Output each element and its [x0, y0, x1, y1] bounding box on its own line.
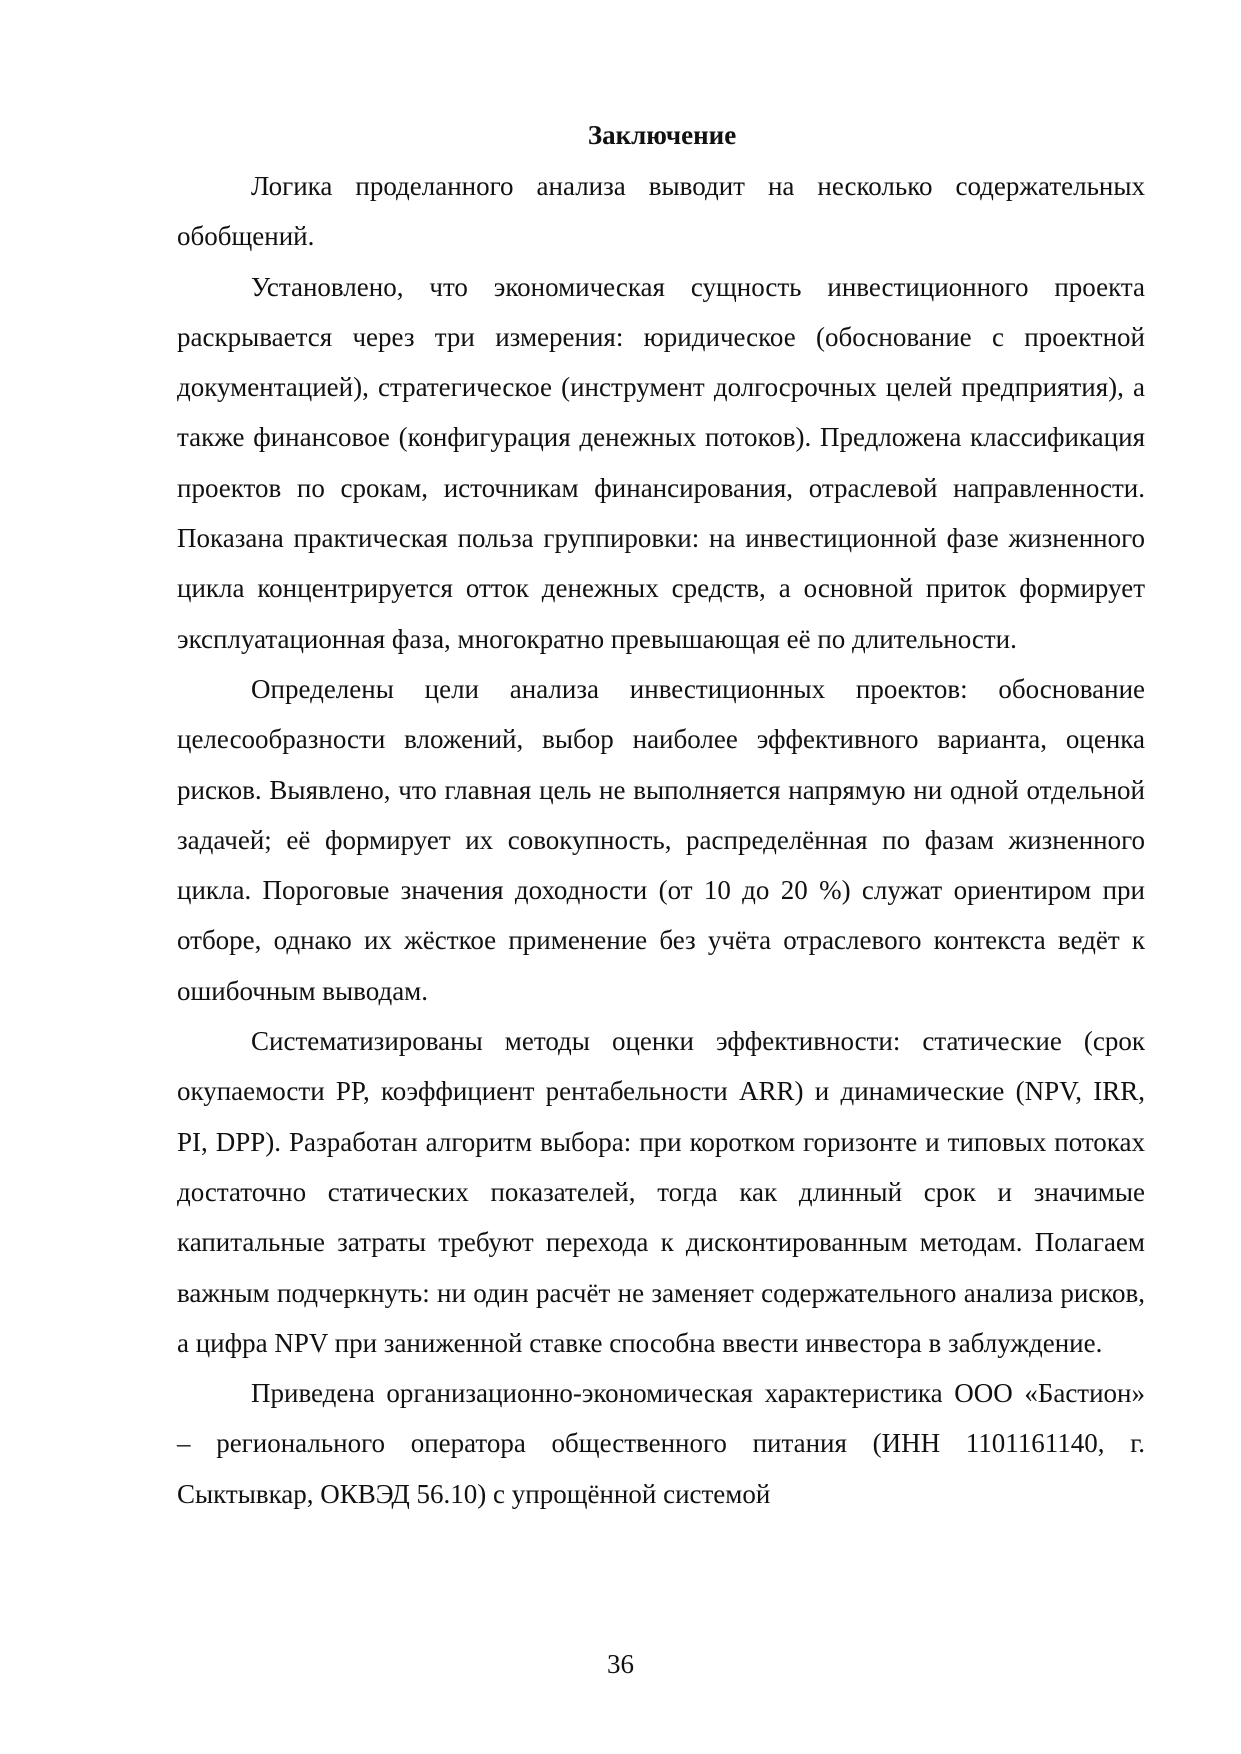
paragraph-4: Систематизированы методы оценки эффективности: статические (срок окупаемости PP, коэффициент рентабельности ARR) и динамические (NPV, IRR, PI, DPP). Разработан алгоритм выбора: при коротком горизонте и типовых потоках достаточно статических показателей, тогда как длинный срок и значимые капитальные затраты требуют перехода к дисконтированным методам. Полагаем важным подчеркнуть: ни один расчёт не заменяет содержательного анализа рисков, а цифра NPV при заниженной ставке способна ввести инвестора в заблуждение. [177, 1026, 1145, 1358]
paragraph-5: Приведена организационно-экономическая характеристика ООО «Бастион» – регионального оператора общественного питания (ИНН 1101161140, г. Сыктывкар, ОКВЭД 56.10) с упрощённой системой [177, 1378, 1145, 1509]
page-content [177, 115, 1145, 1519]
paragraph-2: Установлено, что экономическая сущность инвестиционного проекта раскрывается через три измерения: юридическое (обоснование с проектной документацией), стратегическое (инструмент долгосрочных целей предприятия), а также финансовое (конфигурация денежных потоков). Предложена классификация проектов по срокам, источникам финансирования, отраслевой направленности. Показана практическая польза группировки: на инвестиционной фазе жизненного цикла концентрируется отток денежных средств, а основной приток формирует эксплуатационная фаза, многократно превышающая её по длительности. [177, 271, 1145, 654]
paragraph-1: Логика проделанного анализа выводит на несколько содержательных обобщений. [177, 171, 1145, 252]
page-number: 36 [607, 1649, 634, 1679]
paragraph-3: Определены цели анализа инвестиционных проектов: обоснование целесообразности вложений, выбор наиболее эффективного варианта, оценка рисков. Выявлено, что главная цель не выполняется напрямую ни одной отдельной задачей; её формирует их совокупность, распределённая по фазам жизненного цикла. Пороговые значения доходности (от 10 до 20 %) служат ориентиром при отборе, однако их жёсткое применение без учёта отраслевого контекста ведёт к ошибочным выводам. [177, 673, 1145, 1006]
section-heading: Заключение [587, 120, 737, 150]
